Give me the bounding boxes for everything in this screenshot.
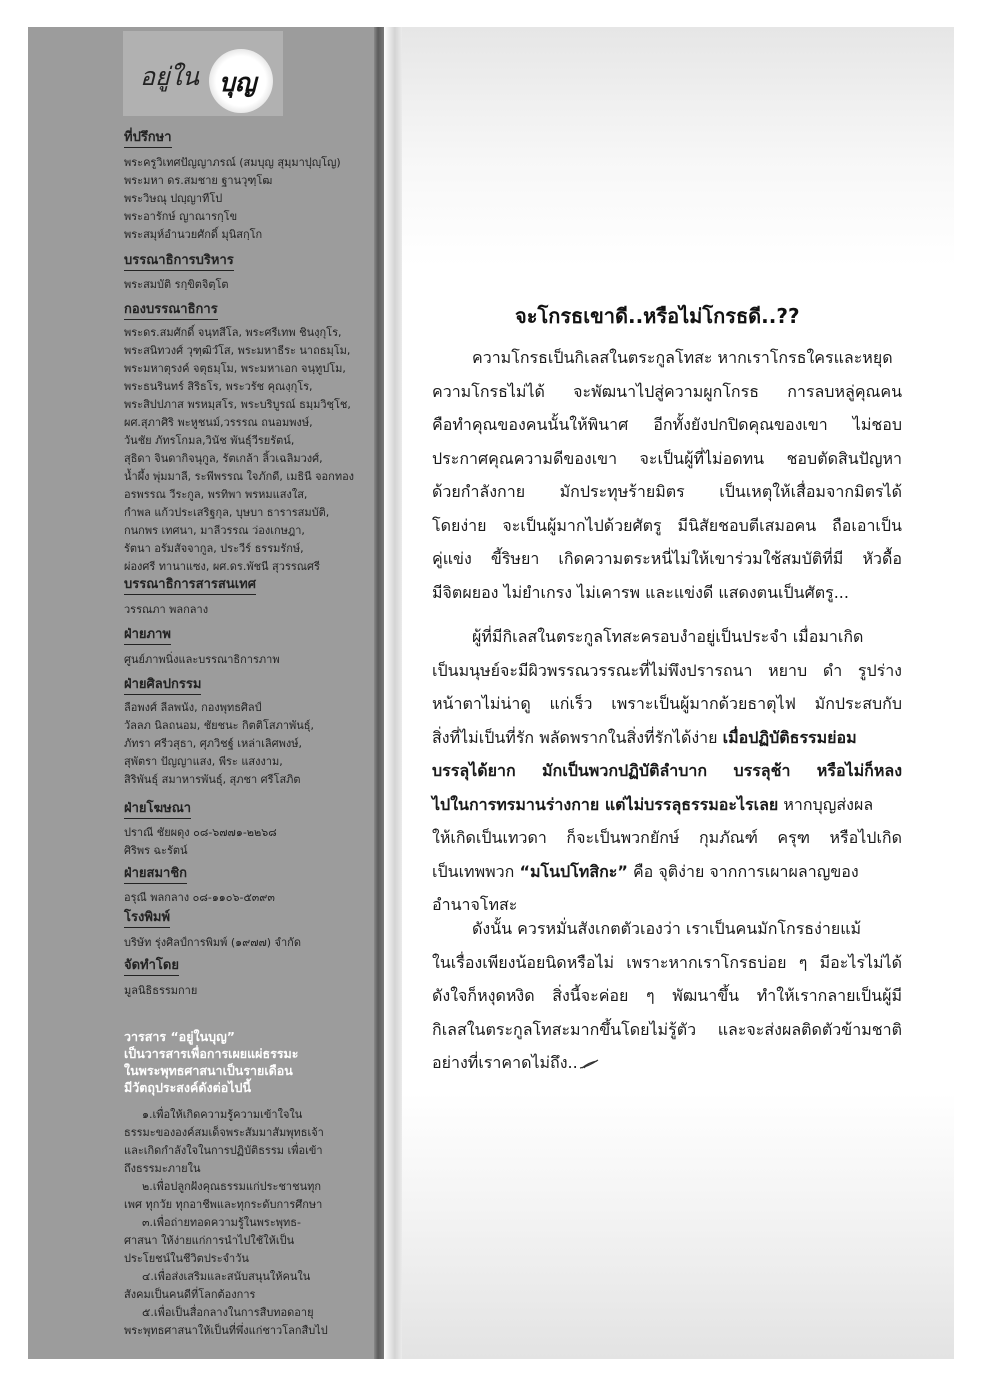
objective-line: เพศ ทุกวัย ทุกอาชีพและทุกระดับการศึกษา: [124, 1198, 323, 1211]
editorial-board-line: อรพรรณ วีระกูล, พรทิพา พรหมแสงใส,: [124, 488, 308, 501]
logo-text-right: บุญ: [219, 68, 257, 97]
section-heading-printer: โรงพิมพ์: [124, 910, 170, 928]
art-line: ลือพงศ์ ลีลพนัง, กองพุทธศิลป์: [124, 701, 262, 714]
editorial-board-line: พระดร.สมศักดิ์ จนฺทสีโล, พระศรีเทพ ชินงฺกุโร,: [124, 326, 342, 339]
objective-line: ๓.เพื่อถ่ายทอดความรู้ในพระพุทธ-: [142, 1216, 301, 1229]
normal-text: อย่างที่เราคาดไม่ถึง..: [432, 1053, 578, 1072]
normal-text: คือ จุติง่าย จากการเผาผลาญของ: [627, 861, 859, 881]
paragraph-line: ให้เกิดเป็นเทวดา ก็จะเป็นพวกยักษ์ กุมภัณฑ์ ครุฑ หรือไปเกิด: [432, 828, 902, 847]
advisor-line: พระมหา ดร.สมชาย ฐานวุฑฺโฒ: [124, 174, 273, 187]
article-paragraph-1: [432, 341, 902, 609]
paragraph-line: ผู้ที่มีกิเลสในตระกูลโทสะครอบงำอยู่เป็นประจำ เมื่อมาเกิด: [472, 627, 864, 646]
paragraph-line: มีจิตผยอง ไม่ยำเกรง ไม่เคารพ และแข่งดี แสดงตนเป็นศัตรู...: [432, 582, 849, 602]
section-heading-publisher: จัดทำโดย: [124, 958, 179, 976]
objective-line: ๕.เพื่อเป็นสื่อกลางในการสืบทอดอายุ: [142, 1306, 314, 1319]
paragraph-line: [432, 855, 902, 889]
advisor-line: พระสมุห์อำนวยศักดิ์ มุนิสกฺโก: [124, 228, 263, 241]
journal-title-line: มีวัตถุประสงค์ดังต่อไปนี้: [124, 1080, 252, 1095]
editorial-board-line: วันชัย ภัทรโกมล,วินัช พันธุ์วีรยรัตน์,: [124, 434, 295, 447]
end-mark-feather-icon: [578, 1058, 600, 1070]
art-line: วัลลภ นิลถนอม, ชัยชนะ กิตติโสภาพันธุ์,: [124, 719, 314, 732]
photo-line: ศูนย์ภาพนิ่งและบรรณาธิการภาพ: [124, 653, 280, 666]
editorial-board-line: พระสนิทวงศ์ วุฑฺฒิวํโส, พระมหาธีระ นาถธมฺโม,: [124, 344, 351, 357]
objective-line: ศาสนา ให้ง่ายแก่การนำไปใช้ให้เป็น: [124, 1234, 295, 1247]
advertising-line: ศิริพร ฉะรัตน์: [124, 844, 188, 857]
section-heading-advisors: ที่ปรึกษา: [124, 130, 172, 148]
article-paragraph-3: [432, 912, 902, 1080]
masthead-logo: [123, 31, 283, 116]
objective-line: ธรรมะขององค์สมเด็จพระสัมมาสัมพุทธเจ้า: [124, 1126, 324, 1139]
paragraph-line: อำนาจโทสะ: [432, 895, 518, 914]
advertising-line: ปราณี ชัยผดุง ๐๘-๖๗๗๑-๒๒๖๘: [124, 826, 277, 839]
paragraph-line: ความโกรธไม่ได้ จะพัฒนาไปสู่ความผูกโกรธ การลบหลู่คุณคน: [432, 381, 902, 401]
editorial-board-line: พระมหาตุรงค์ จตุธมฺโม, พระมหาเอก จนฺทูปโม,: [124, 362, 346, 375]
advisor-line: พระอารักษ์ ญาณารกฺโข: [124, 210, 238, 223]
objective-line: ๔.เพื่อส่งเสริมและสนับสนุนให้คนใน: [142, 1270, 311, 1283]
normal-text: หากบุญส่งผล: [778, 794, 874, 814]
art-line: ภัทรา ศรีวสุธา, ศุภวิชฐ์ เหล่าเลิศพงษ์,: [124, 737, 302, 750]
section-heading-advertising: ฝ่ายโฆษณา: [124, 801, 191, 819]
executive-editor-line: พระสมบัติ รกฺขิตจิตฺโต: [124, 278, 229, 291]
objective-line: สังคมเป็นคนดีที่โลกต้องการ: [124, 1288, 256, 1301]
paragraph-line: ประกาศคุณความดีของเขา จะเป็นผู้ที่ไม่อดทน ชอบตัดสินปัญหา: [432, 448, 902, 468]
advisor-line: พระครูวิเทศปัญญาภรณ์ (สมบุญ สุมฺมาปุญฺโญ): [124, 156, 341, 169]
editorial-board-line: ผศ.สุภาศิริ พะหูชนม์,วรรรณ ถนอมพงษ์,: [124, 416, 313, 429]
paragraph-line: [432, 721, 902, 755]
article-title: จะโกรธเขาดี..หรือไม่โกรธดี..??: [515, 304, 800, 328]
paragraph-line: [432, 788, 902, 822]
section-heading-art: ฝ่ายศิลปกรรม: [124, 677, 201, 695]
journal-title-line: เป็นวารสารเพื่อการเผยแผ่ธรรมะ: [124, 1046, 299, 1061]
editorial-board-line: สุธิดา จินดากิจนุกูล, รัตเกล้า ลิ้วเฉลิมวงศ์,: [124, 452, 323, 465]
editorial-board-line: น้ำผึ้ง พุ่มมาลี, ระพีพรรณ ใจภักดี, เมธินี จอกทอง: [124, 470, 355, 483]
editorial-board-line: กนกพร เทศนา, มาลีวรรณ ว่องเกษฎา,: [124, 524, 305, 537]
paragraph-line: ดังนั้น ควรหมั่นสังเกตตัวเองว่า เราเป็นคนมักโกรธง่ายแม้: [472, 919, 862, 938]
paragraph-line: เป็นมนุษย์จะมีผิวพรรณวรรณะที่ไม่พึงปรารถนา หยาบ ดำ รูปร่าง: [432, 660, 902, 680]
objective-line: ๒.เพื่อปลูกฝังคุณธรรมแก่ประชาชนทุก: [142, 1180, 321, 1193]
paragraph-line: คือทำคุณของคนนั้นให้พินาศ อีกทั้งยังปกปิดคุณของเขา ไม่ชอบ: [432, 415, 902, 434]
emphasized-text: ไปในการทรมานร่างกาย แต่ไม่บรรลุธรรมอะไรเลย: [432, 794, 779, 814]
paragraph-line: ในเรื่องเพียงน้อยนิดหรือไม่ เพราะหากเราโกรธบ่อย ๆ มีอะไรไม่ได้: [432, 952, 902, 972]
section-heading-editorial-board: กองบรรณาธิการ: [124, 302, 218, 320]
editorial-board-line: ผ่องศรี ทานาแซง, ผศ.ดร.พัชนี สุวรรณศรี: [124, 560, 320, 573]
objective-line: ถึงธรรมะภายใน: [124, 1162, 201, 1175]
emphasized-line: บรรลุได้ยาก มักเป็นพวกปฏิบัติลำบาก บรรลุช้า หรือไม่ก็หลง: [432, 761, 902, 780]
normal-text: สิ่งที่ไม่เป็นที่รัก พลัดพรากในสิ่งที่รักได้ง่าย: [432, 727, 723, 747]
journal-title-line: ในพระพุทธศาสนาเป็นรายเดือน: [124, 1063, 293, 1078]
journal-description: [124, 1028, 299, 1096]
objective-line: ๑.เพื่อให้เกิดความรู้ความเข้าใจใน: [142, 1108, 303, 1121]
printer-line: บริษัท รุ่งศิลป์การพิมพ์ (๑๙๗๗) จำกัด: [124, 936, 301, 949]
page-spine-shadow: [384, 27, 402, 1359]
publisher-line: มูลนิธิธรรมกาย: [124, 984, 198, 997]
emphasized-text: “มโนปโทสิกะ”: [519, 861, 628, 881]
section-heading-info-editor: บรรณาธิการสารสนเทศ: [124, 577, 256, 595]
editorial-board-line: กำพล แก้วประเสริฐกุล, บุษบา ธารารสมบัติ,: [124, 506, 330, 519]
paragraph-line: [432, 1046, 902, 1080]
objective-line: ประโยชน์ในชีวิตประจำวัน: [124, 1252, 249, 1265]
journal-title-line: วารสาร “อยู่ในบุญ”: [124, 1029, 235, 1044]
info-editor-line: วรรณภา พลกลาง: [124, 603, 209, 616]
paragraph-line: ดังใจก็หงุดหงิด สิ่งนี้จะค่อย ๆ พัฒนาขึ้น ทำให้เรากลายเป็นผู้มี: [432, 986, 902, 1005]
logo-text-left: อยู่ใน: [140, 62, 199, 91]
editorial-board-line: พระสิปปภาส พรหมฺสโร, พระบริบูรณ์ ธมฺมวิชฺโช,: [124, 398, 351, 411]
paragraph-line: ความโกรธเป็นกิเลสในตระกูลโทสะ หากเราโกรธใครและหยุด: [472, 348, 893, 367]
emphasized-text: เมื่อปฏิบัติธรรมย่อม: [722, 727, 857, 747]
page-divider: [374, 27, 384, 1359]
section-heading-executive-editor: บรรณาธิการบริหาร: [124, 253, 234, 271]
paragraph-line: ด้วยกำลังกาย มักประทุษร้ายมิตร เป็นเหตุให้เสื่อมจากมิตรได้: [432, 482, 902, 501]
paragraph-line: โดยง่าย จะเป็นผู้มากไปด้วยศัตรู มีนิสัยชอบตีเสมอคน ถือเอาเป็น: [432, 515, 902, 535]
article-paragraph-2: [432, 620, 902, 922]
editorial-board-line: รัตนา อรัมสัจจากูล, ประวีร์ ธรรมรักษ์,: [124, 542, 304, 555]
objective-line: พระพุทธศาสนาให้เป็นที่พึ่งแก่ชาวโลกสืบไป: [124, 1324, 328, 1337]
paragraph-line: กิเลสในตระกูลโทสะมากขึ้นโดยไม่รู้ตัว และจะส่งผลติดตัวข้ามชาติ: [432, 1019, 902, 1039]
paragraph-line: คู่แข่ง ขี้ริษยา เกิดความตระหนี่ไม่ให้เขาร่วมใช้สมบัติที่มี หัวดื้อ: [432, 549, 902, 568]
paragraph-line: หน้าตาไม่น่าดู แก่เร็ว เพราะเป็นผู้มากด้วยธาตุไฟ มักประสบกับ: [432, 694, 902, 713]
editorial-board-line: พระธนรินทร์ สิริธโร, พระวรัช คุณงฺกุโร,: [124, 380, 313, 393]
section-heading-membership: ฝ่ายสมาชิก: [124, 866, 187, 884]
section-heading-photo: ฝ่ายภาพ: [124, 627, 171, 645]
membership-line: อรุณี พลกลาง ๐๘-๑๑๐๖-๕๓๙๓: [124, 891, 275, 904]
normal-text: เป็นเทพพวก: [432, 861, 520, 881]
objective-line: และเกิดกำลังใจในการปฏิบัติธรรม เพื่อเข้า: [124, 1144, 323, 1157]
advisor-line: พระวิษณุ ปญฺญาทีโป: [124, 192, 223, 205]
art-line: สุพัตรา ปัญญาแสง, พีระ แสงงาม,: [124, 755, 283, 768]
art-line: สิริพันธุ์ สมาหารพันธุ์, สุภชา ศรีโสภิต: [124, 773, 301, 786]
